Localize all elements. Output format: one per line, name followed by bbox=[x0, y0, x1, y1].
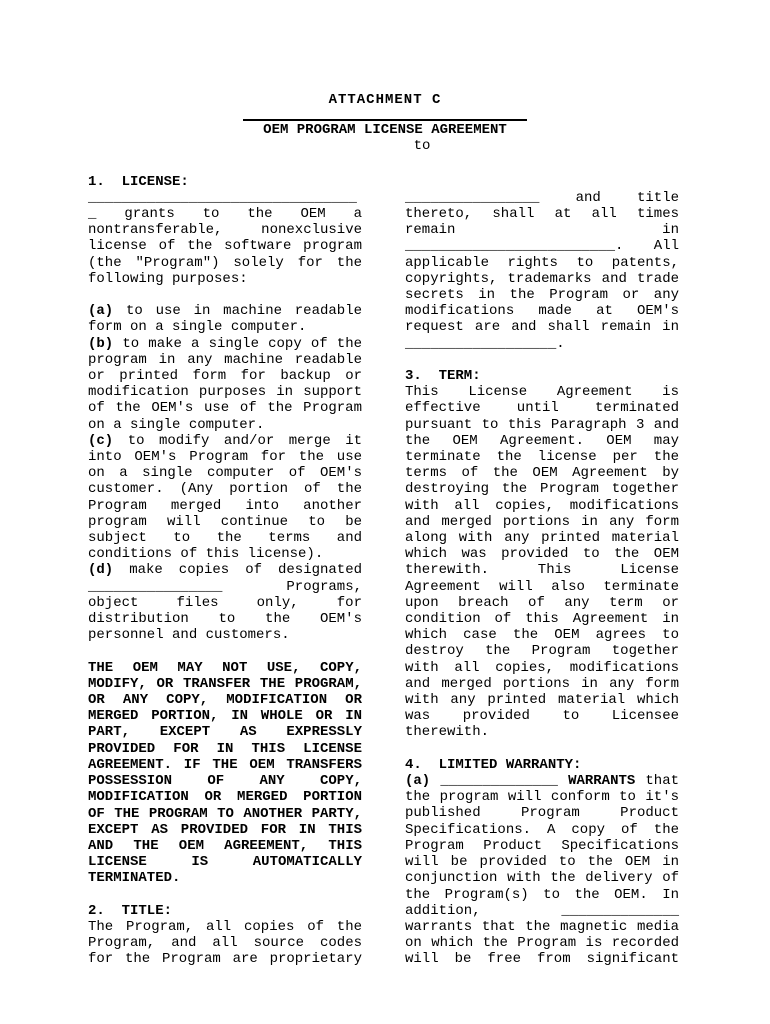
doc-line: _________________________. All bbox=[405, 238, 679, 255]
doc-line: POSSESSION OF ANY COPY, bbox=[88, 773, 362, 790]
document-title: OEM PROGRAM LICENSE AGREEMENT bbox=[263, 122, 507, 139]
doc-line: AND THE OEM AGREEMENT, THIS bbox=[88, 837, 362, 854]
doc-line: ________________ and title bbox=[405, 189, 679, 206]
doc-line: AGREEMENT. IF THE OEM TRANSFERS bbox=[88, 756, 362, 773]
doc-line: with any printed material which bbox=[405, 692, 679, 709]
title-overline-rule bbox=[243, 119, 527, 121]
doc-line: The Program, all copies of the bbox=[88, 918, 362, 935]
doc-line: program in any machine readable bbox=[88, 351, 362, 368]
doc-line: TERMINATED. bbox=[88, 870, 181, 887]
doc-line: the OEM Agreement. OEM may bbox=[405, 432, 679, 449]
doc-line: published Program Product bbox=[405, 805, 679, 822]
doc-line: subject to the terms and bbox=[88, 530, 362, 547]
title-section bbox=[88, 903, 362, 968]
doc-line: (d) make copies of designated bbox=[88, 562, 362, 579]
document-header bbox=[0, 0, 770, 155]
doc-line: warrants that the magnetic media bbox=[405, 918, 679, 935]
doc-line: Specifications. A copy of the bbox=[405, 821, 679, 838]
section-heading: 1. LICENSE: bbox=[88, 173, 189, 190]
limited-warranty-section bbox=[405, 757, 679, 968]
doc-line: copyrights, trademarks and trade bbox=[405, 270, 679, 287]
doc-line: ________________________________ bbox=[88, 189, 357, 206]
doc-line: personnel and customers. bbox=[88, 627, 290, 644]
doc-line: of the OEM's use of the Program bbox=[88, 400, 362, 417]
doc-line: which was provided to the OEM bbox=[405, 546, 679, 563]
doc-line: thereto, shall at all times bbox=[405, 206, 679, 222]
two-column-body bbox=[0, 174, 770, 968]
doc-line: the Program(s) to the OEM. In bbox=[405, 886, 679, 903]
license-section bbox=[88, 174, 362, 287]
doc-line: therewith. This License bbox=[405, 562, 679, 579]
doc-line: OF THE PROGRAM TO ANOTHER PARTY, bbox=[88, 805, 362, 822]
doc-line: _ grants to the OEM a bbox=[88, 206, 362, 223]
doc-line: OR ANY COPY, MODIFICATION OR bbox=[88, 692, 362, 709]
title-section-continued bbox=[405, 190, 679, 352]
attachment-label: ATTACHMENT C bbox=[328, 92, 442, 108]
doc-line: will be provided to the OEM in bbox=[405, 854, 679, 871]
doc-line: modifications made at OEM's bbox=[405, 303, 679, 320]
doc-line: conjunction with the delivery of bbox=[405, 870, 679, 887]
doc-line: customer. (Any portion of the bbox=[88, 481, 362, 498]
doc-line: distribution to the OEM's bbox=[88, 611, 362, 628]
doc-line: destroying the Program together bbox=[405, 481, 679, 498]
doc-line: license of the software program bbox=[88, 238, 362, 255]
doc-line: secrets in the Program or any bbox=[405, 287, 679, 304]
doc-line: along with any printed material bbox=[405, 530, 679, 547]
doc-line: Program merged into another bbox=[88, 497, 362, 514]
doc-line: applicable rights to patents, bbox=[405, 254, 679, 271]
doc-line: will be free from significant bbox=[405, 951, 679, 968]
doc-line: on a single computer of OEM's bbox=[88, 465, 362, 482]
doc-line: on which the Program is recorded bbox=[405, 935, 679, 952]
doc-line: Program, and all source codes bbox=[88, 935, 362, 952]
doc-line: with all copies, modifications bbox=[405, 659, 679, 676]
doc-line: LICENSE IS AUTOMATICALLY bbox=[88, 854, 362, 871]
doc-line: Program Product Specifications bbox=[405, 837, 679, 854]
doc-line: the program will conform to it's bbox=[405, 789, 679, 806]
doc-line: PROVIDED FOR IN THIS LICENSE bbox=[88, 740, 362, 757]
doc-line: pursuant to this Paragraph 3 and bbox=[405, 416, 679, 433]
doc-line: MERGED PORTION, IN WHOLE OR IN bbox=[88, 708, 362, 725]
doc-line: conditions of this license). bbox=[88, 546, 324, 563]
doc-line: THE OEM MAY NOT USE, COPY, bbox=[88, 659, 362, 676]
left-column bbox=[88, 174, 362, 968]
doc-line: remain in bbox=[405, 222, 679, 239]
doc-line: (b) to make a single copy of the bbox=[88, 335, 362, 352]
doc-line: This License Agreement is bbox=[405, 384, 679, 401]
doc-line: (a) to use in machine readable bbox=[88, 303, 362, 320]
doc-line: was provided to Licensee bbox=[405, 708, 679, 725]
doc-line: and merged portions in any form bbox=[405, 513, 679, 530]
section-heading: 4. LIMITED WARRANTY: bbox=[405, 756, 582, 773]
term-section bbox=[405, 368, 679, 741]
doc-line: on a single computer. bbox=[88, 416, 265, 433]
doc-line: which case the OEM agrees to bbox=[405, 627, 679, 644]
doc-line: for the Program are proprietary bbox=[88, 951, 362, 968]
doc-line: condition of this Agreement in bbox=[405, 611, 679, 628]
doc-line: ________________ Programs, bbox=[88, 578, 362, 595]
doc-line: MODIFY, OR TRANSFER THE PROGRAM, bbox=[88, 675, 362, 692]
doc-line: nontransferable, nonexclusive bbox=[88, 222, 362, 239]
doc-line: addition, ______________ bbox=[405, 902, 679, 919]
doc-line: (c) to modify and/or merge it bbox=[88, 432, 362, 449]
doc-line: form on a single computer. bbox=[88, 319, 307, 336]
doc-line: or printed form for backup or bbox=[88, 368, 362, 385]
doc-line: effective until terminated bbox=[405, 400, 679, 417]
title-to-label: to bbox=[413, 138, 431, 155]
section-heading: 2. TITLE: bbox=[88, 902, 173, 919]
doc-line: PART, EXCEPT AS EXPRESSLY bbox=[88, 724, 362, 741]
doc-line: following purposes: bbox=[88, 270, 248, 287]
license-purposes-list bbox=[88, 303, 362, 643]
doc-line: EXCEPT AS PROVIDED FOR IN THIS bbox=[88, 821, 362, 838]
doc-line: into OEM's Program for the use bbox=[88, 449, 362, 466]
doc-line: (the "Program") solely for the bbox=[88, 254, 362, 271]
doc-line: program will continue to be bbox=[88, 513, 362, 530]
restrictions-paragraph bbox=[88, 660, 362, 887]
doc-line: modification purposes in support bbox=[88, 384, 362, 401]
doc-line: upon breach of any term or bbox=[405, 594, 679, 611]
doc-line: terms of the OEM Agreement by bbox=[405, 465, 679, 482]
doc-line: Agreement will also terminate bbox=[405, 578, 679, 595]
doc-line: request are and shall remain in bbox=[405, 319, 679, 336]
doc-line: with all copies, modifications bbox=[405, 497, 679, 514]
doc-line: (a) ______________ WARRANTS that bbox=[405, 773, 679, 790]
doc-line: __________________. bbox=[405, 335, 565, 352]
doc-line: MODIFICATION OR MERGED PORTION bbox=[88, 789, 362, 806]
doc-line: and merged portions in any form bbox=[405, 675, 679, 692]
doc-line: object files only, for bbox=[88, 594, 362, 611]
doc-line: therewith. bbox=[405, 724, 490, 741]
right-column bbox=[405, 174, 679, 968]
doc-line: destroy the Program together bbox=[405, 643, 679, 660]
section-heading: 3. TERM: bbox=[405, 368, 481, 385]
doc-line: terminate the license per the bbox=[405, 449, 679, 466]
